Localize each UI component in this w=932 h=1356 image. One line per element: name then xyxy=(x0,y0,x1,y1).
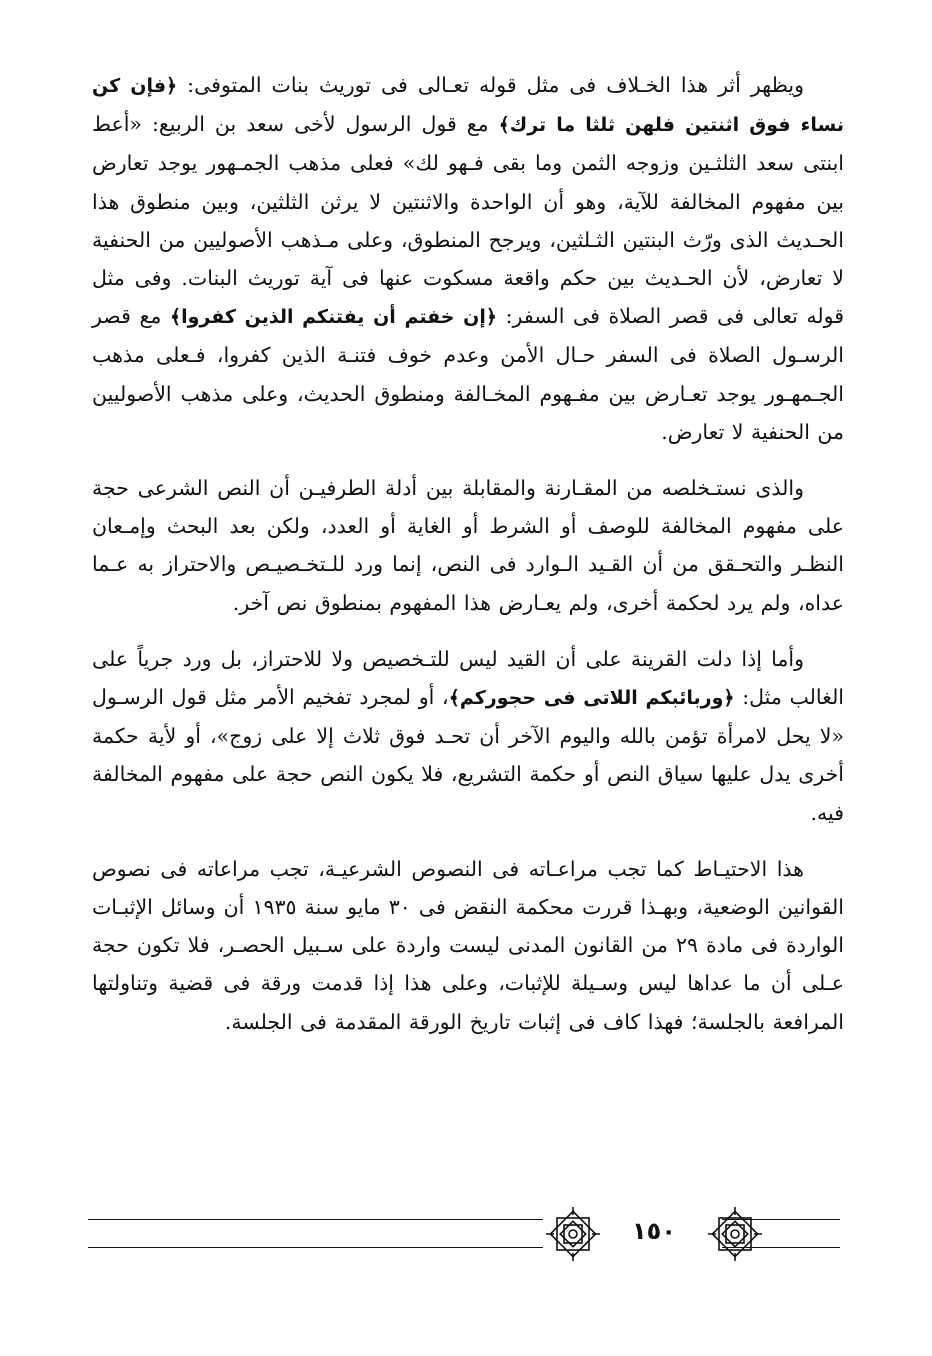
quran-quote-inheritance: ﴿فإن كن نساء فوق اثنتين فلهن ثلثا ما ترك﴾ xyxy=(92,75,844,137)
paragraph-2-text: والذى نستـخلصه من المقـارنة والمقابلة بين أدلة الطرفيـن أن النص الشرعى حجة على مفهوم المخالفة للوصف أو الشرط أو الغاية أو العدد، ولكن بعد البحث وإمـعان النظـر والتحـقق من أن القـيد الـوارد فى النص، إنما ورد للـتخـصيـص والاحتراز به عـما عداه، ولم يرد لحكمة أخرى، ولم يعـارض هذا المفهوم بمنطوق نص آخر. xyxy=(92,476,844,615)
eight-point-star-icon xyxy=(706,1205,764,1263)
eight-point-star-icon xyxy=(544,1205,602,1263)
page-number: ١٥٠ xyxy=(632,1217,676,1245)
paragraph-1-text-continued: مع قول الرسول لأخى سعد بن الربيع: «أعط ابنتى سعد الثلثـين وزوجه الثمن وما بقى فـهو لك» فعلى مذهب الجمـهور يوجد تعارض بين مفهوم المخالفة للآية، وهو أن الواحدة والاثنتين لا يرثن الثلثين، وبين منطوق هذا الحـديث الذى ورّث البنتين الثـلثين، ويرجح المنطوق، وعلى مـذهب الأصوليين من الحنفية لا تعارض، لأن الحـديث بين حكم واقعة مسكوت عنها فى آية توريث البنات. وفى مثل قوله تعالى فى قصر الصلاة فى السفر: xyxy=(92,112,845,329)
paragraph-4-text: هذا الاحتيـاط كما تجب مراعـاته فى النصوص الشرعيـة، تجب مراعاته فى نصوص القوانين الوضعية، وبهـذا قررت محكمة النقض فى ٣٠ مايو سنة ١٩٣٥ أن وسائل الإثبـات الواردة فى مادة ٢٩ من القانون المدنى ليست واردة على سـبيل الحصـر، فلا تكون حجة عـلى أن ما عداها ليس وسـيلة للإثبات، وعلى هذا إذا قدمت ورقة فى قضية وتناولتها المرافعة بالجلسة؛ فهذا كاف فى إثبات تاريخ الورقة المقدمة فى الجلسة. xyxy=(92,856,845,1034)
paragraph-1-text: ويظهر أثر هذا الخـلاف فى مثل قوله تعـالى فى توريث بنات المتوفى: xyxy=(177,73,805,97)
paragraph-3-text: وأما إذا دلت القرينة على أن القيد ليس للتـخصيص ولا للاحتراز، بل ورد جرياً على الغالب مثل: xyxy=(92,646,845,710)
paragraph-3-text-end: ، أو لمجرد تفخيم الأمر مثل قول الرسـول «لا يحل لامرأة تؤمن بالله واليوم الآخر أن تحـد فوق ثلاث إلا على زوج»، أو لأية حكمة أخرى يدل عليها سياق النص أو حكمة التشريع، فلا يكون النص حجة على مفهوم المخالفة فيه. xyxy=(92,685,844,825)
quran-quote-travel-prayer: ﴿إن خفتم أن يفتنكم الذين كفروا﴾ xyxy=(169,306,498,329)
paragraph-1-text-end: مع قصر الرسـول الصلاة فى السفر حـال الأمن وعدم خوف فتنـة الذين كفروا، فـعلى مذهب الجـمهـور يوجد تعـارض بين مفـهوم المخـالفة ومنطوق الحديث، وعلى مذهب الأصوليين من الحنفية لا تعارض. xyxy=(92,304,844,444)
paragraph-2 xyxy=(92,469,844,622)
page-footer xyxy=(88,1205,840,1265)
footer-rule-left-bottom xyxy=(88,1247,543,1248)
page-body xyxy=(92,66,844,1059)
paragraph-4 xyxy=(92,850,844,1041)
footer-rule-left-top xyxy=(88,1219,543,1220)
quran-quote-stepdaughters: ﴿وربائبكم اللاتى فى حجوركم﴾ xyxy=(448,687,735,710)
paragraph-1 xyxy=(92,66,844,451)
paragraph-3 xyxy=(92,640,844,832)
